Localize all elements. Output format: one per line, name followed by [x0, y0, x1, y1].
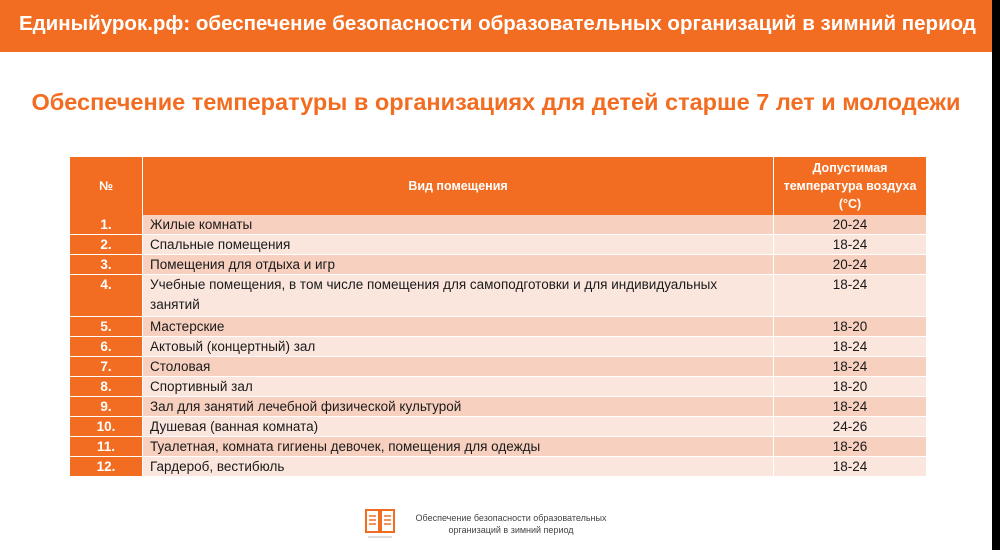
table-row	[70, 274, 926, 316]
room-type: Столовая	[142, 357, 773, 376]
room-type: Учебные помещения, в том числе помещения для самоподготовки и для индивидуальных занятий	[142, 275, 773, 316]
temperature-range: 20-24	[773, 255, 926, 274]
footer	[363, 506, 611, 542]
row-number: 12.	[70, 457, 142, 476]
row-number: 9.	[70, 397, 142, 416]
table-header-row	[70, 157, 926, 215]
temperature-range: 18-24	[773, 397, 926, 416]
room-type: Зал для занятий лечебной физической культурой	[142, 397, 773, 416]
temperature-table	[70, 157, 926, 476]
table-body	[70, 215, 926, 476]
row-number: 7.	[70, 357, 142, 376]
room-type: Туалетная, комната гигиены девочек, помещения для одежды	[142, 437, 773, 456]
table-row	[70, 254, 926, 274]
column-header-room: Вид помещения	[142, 157, 773, 215]
table-row	[70, 316, 926, 336]
row-number: 1.	[70, 215, 142, 234]
temperature-range: 18-24	[773, 457, 926, 476]
row-number: 4.	[70, 275, 142, 316]
header-title: Единыйурок.рф: обеспечение безопасности образовательных организаций в зимний период	[19, 12, 976, 35]
row-number: 10.	[70, 417, 142, 436]
room-type: Жилые комнаты	[142, 215, 773, 234]
row-number: 5.	[70, 317, 142, 336]
row-number: 8.	[70, 377, 142, 396]
temperature-range: 20-24	[773, 215, 926, 234]
temperature-range: 18-20	[773, 317, 926, 336]
room-type: Мастерские	[142, 317, 773, 336]
row-number: 2.	[70, 235, 142, 254]
table-row	[70, 396, 926, 416]
room-type: Актовый (концертный) зал	[142, 337, 773, 356]
header-bar	[0, 0, 992, 52]
table-row	[70, 436, 926, 456]
room-type: Гардероб, вестибюль	[142, 457, 773, 476]
table-row	[70, 215, 926, 234]
room-type: Спальные помещения	[142, 235, 773, 254]
column-header-num: №	[70, 157, 142, 215]
slide-title: Обеспечение температуры в организациях для детей старше 7 лет и молодежи	[31, 89, 961, 115]
temperature-range: 18-26	[773, 437, 926, 456]
temperature-range: 18-24	[773, 337, 926, 356]
column-header-temp: Допустимая температура воздуха (°С)	[773, 157, 926, 215]
row-number: 11.	[70, 437, 142, 456]
room-type: Помещения для отдыха и игр	[142, 255, 773, 274]
temperature-range: 18-24	[773, 235, 926, 254]
table-row	[70, 416, 926, 436]
temperature-range: 18-24	[773, 275, 926, 316]
temperature-range: 18-24	[773, 357, 926, 376]
table-row	[70, 376, 926, 396]
temperature-range: 24-26	[773, 417, 926, 436]
table-row	[70, 336, 926, 356]
row-number: 6.	[70, 337, 142, 356]
book-icon	[363, 507, 397, 541]
table-row	[70, 234, 926, 254]
temperature-range: 18-20	[773, 377, 926, 396]
table-row	[70, 456, 926, 476]
table-row	[70, 356, 926, 376]
footer-text: Обеспечение безопасности образовательных организаций в зимний период	[415, 513, 607, 535]
row-number: 3.	[70, 255, 142, 274]
room-type: Спортивный зал	[142, 377, 773, 396]
room-type: Душевая (ванная комната)	[142, 417, 773, 436]
